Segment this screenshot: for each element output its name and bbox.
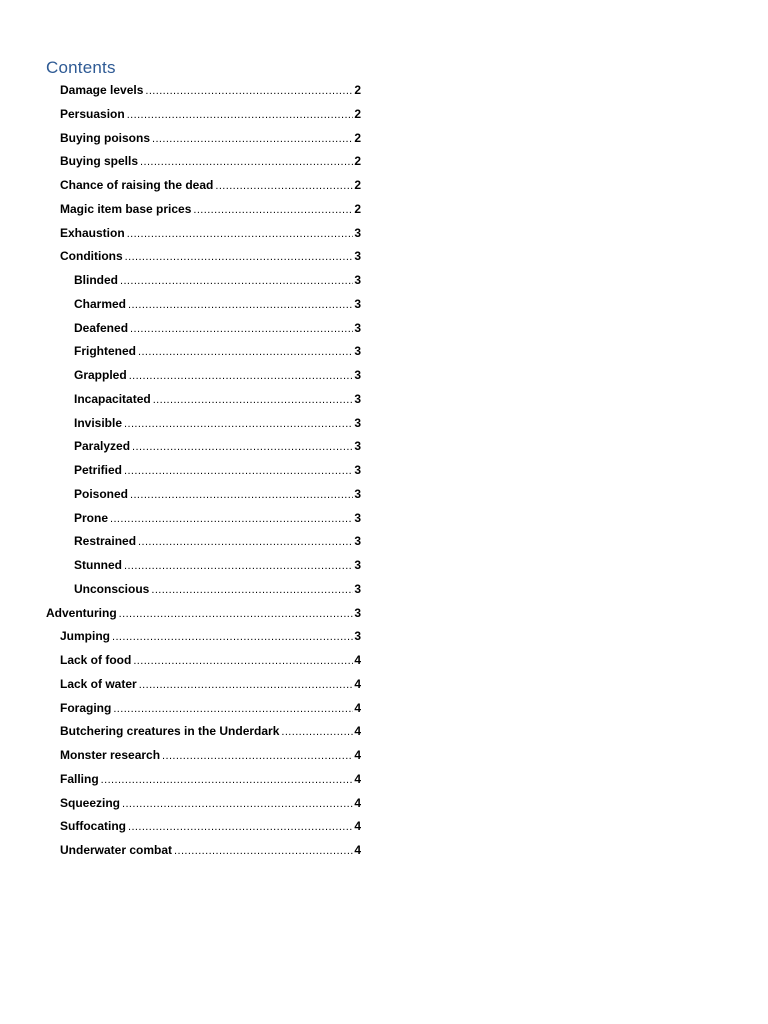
toc-leader-dots bbox=[128, 817, 353, 836]
toc-entry[interactable] bbox=[60, 769, 361, 789]
toc-entry-page-number: 4 bbox=[354, 748, 361, 762]
toc-heading: Contents bbox=[46, 58, 116, 77]
toc-entry-label: Blinded bbox=[74, 273, 118, 287]
toc-entry-label: Charmed bbox=[74, 296, 127, 311]
toc-entry[interactable] bbox=[60, 175, 361, 195]
toc-entry-label: Damage levels bbox=[60, 83, 144, 97]
toc-entry[interactable] bbox=[74, 365, 361, 385]
toc-entry[interactable] bbox=[74, 318, 361, 338]
toc-entry-label: Conditions bbox=[60, 249, 123, 264]
toc-entry-label: Jumping bbox=[60, 629, 110, 644]
toc-entry-page-number: 4 bbox=[354, 700, 361, 715]
toc-leader-dots bbox=[112, 627, 353, 646]
toc-entry[interactable] bbox=[60, 104, 361, 124]
toc-entry[interactable] bbox=[74, 579, 361, 599]
toc-entry-label: Suffocating bbox=[60, 819, 126, 834]
toc-entry-label: Paralyzed bbox=[74, 439, 131, 454]
toc-entry-label: Squeezing bbox=[60, 795, 121, 810]
toc-entry-label: Frightened bbox=[74, 344, 136, 359]
toc-entry-label: Stunned bbox=[74, 558, 122, 572]
toc-entry-page-number: 3 bbox=[354, 273, 361, 287]
toc-leader-dots bbox=[139, 675, 354, 694]
toc-entry-page-number: 3 bbox=[354, 415, 361, 430]
toc-entry-label: Lack of food bbox=[60, 653, 132, 667]
toc-entry-page-number: 4 bbox=[354, 819, 361, 834]
toc-entry-page-number: 3 bbox=[354, 486, 361, 501]
toc-entry-label: Underwater combat bbox=[60, 843, 173, 857]
toc-entry-label: Magic item base prices bbox=[60, 201, 192, 216]
toc-entry[interactable] bbox=[74, 508, 361, 528]
toc-entry-page-number: 2 bbox=[354, 201, 361, 216]
toc-entry-page-number: 3 bbox=[354, 391, 361, 406]
toc-entry-label: Butchering creatures in the Underdark bbox=[60, 724, 280, 739]
toc-leader-dots bbox=[127, 105, 354, 124]
toc-entry-page-number: 3 bbox=[354, 558, 361, 572]
toc-leader-dots bbox=[128, 295, 353, 314]
toc-entry-label: Adventuring bbox=[46, 605, 117, 620]
toc-leader-dots bbox=[122, 794, 353, 813]
toc-entry[interactable] bbox=[60, 80, 361, 100]
toc-entry[interactable] bbox=[46, 603, 361, 623]
toc-entry-page-number: 3 bbox=[354, 581, 361, 596]
toc-entry-label: Restrained bbox=[74, 534, 137, 549]
toc-entry-page-number: 3 bbox=[354, 296, 361, 311]
toc-entry-page-number: 3 bbox=[354, 439, 361, 454]
toc-entry-page-number: 2 bbox=[354, 106, 361, 121]
toc-entry-page-number: 3 bbox=[354, 605, 361, 620]
toc-entry-label: Buying spells bbox=[60, 154, 139, 169]
toc-entry[interactable] bbox=[60, 223, 361, 243]
toc-entry-page-number: 3 bbox=[354, 320, 361, 335]
toc-leader-dots bbox=[125, 247, 354, 266]
toc-entry-label: Chance of raising the dead bbox=[60, 178, 214, 192]
toc-entry-page-number: 4 bbox=[354, 795, 361, 810]
toc-leader-dots bbox=[151, 580, 353, 599]
toc-leader-dots bbox=[101, 770, 354, 789]
toc-entry[interactable] bbox=[60, 128, 361, 148]
toc-leader-dots bbox=[130, 485, 353, 504]
toc-entry-page-number: 3 bbox=[354, 249, 361, 264]
toc-entry-label: Lack of water bbox=[60, 676, 137, 691]
toc-entry[interactable] bbox=[60, 674, 361, 694]
toc-entry-label: Petrified bbox=[74, 463, 123, 477]
toc-entry-page-number: 4 bbox=[354, 843, 361, 857]
toc-entry[interactable] bbox=[74, 294, 361, 314]
toc-entry[interactable] bbox=[74, 270, 361, 290]
toc-entry-label: Grappled bbox=[74, 368, 127, 382]
toc-entry-label: Deafened bbox=[74, 320, 129, 335]
toc-entry-page-number: 2 bbox=[354, 130, 361, 145]
toc-entry-page-number: 3 bbox=[354, 225, 361, 240]
toc-leader-dots bbox=[193, 200, 353, 219]
toc-entry[interactable] bbox=[74, 413, 361, 433]
toc-entry[interactable] bbox=[60, 816, 361, 836]
toc-leader-dots bbox=[138, 342, 353, 361]
toc-leader-dots bbox=[174, 841, 353, 860]
toc-leader-dots bbox=[124, 461, 353, 480]
toc-entry-page-number: 4 bbox=[354, 676, 361, 691]
toc-entry[interactable] bbox=[60, 650, 361, 670]
toc-leader-dots bbox=[215, 176, 353, 195]
toc-entry[interactable] bbox=[74, 460, 361, 480]
toc-entry-page-number: 3 bbox=[354, 368, 361, 382]
toc-entry[interactable] bbox=[74, 555, 361, 575]
toc-entry[interactable] bbox=[74, 341, 361, 361]
toc-entry-page-number: 2 bbox=[354, 154, 361, 169]
toc-entry[interactable] bbox=[60, 199, 361, 219]
toc-leader-dots bbox=[153, 390, 354, 409]
toc-leader-dots bbox=[133, 651, 353, 670]
toc-leader-dots bbox=[130, 319, 353, 338]
toc-entry[interactable] bbox=[74, 531, 361, 551]
toc-entry-label: Poisoned bbox=[74, 486, 129, 501]
toc-entry-label: Exhaustion bbox=[60, 225, 125, 240]
toc-entry-label: Falling bbox=[60, 771, 99, 786]
toc-leader-dots bbox=[152, 129, 353, 148]
toc-leader-dots bbox=[124, 556, 353, 575]
toc-leader-dots bbox=[124, 414, 353, 433]
toc-leader-dots bbox=[145, 81, 353, 100]
toc-entry-page-number: 2 bbox=[354, 83, 361, 97]
toc-entry-page-number: 3 bbox=[354, 344, 361, 359]
toc-entry-label: Monster research bbox=[60, 748, 161, 762]
toc-leader-dots bbox=[129, 366, 354, 385]
toc-entry[interactable] bbox=[74, 484, 361, 504]
toc-entry-page-number: 3 bbox=[354, 510, 361, 525]
toc-leader-dots bbox=[119, 604, 354, 623]
toc-leader-dots bbox=[110, 509, 353, 528]
toc-entry[interactable] bbox=[60, 793, 361, 813]
toc-entry-label: Buying poisons bbox=[60, 130, 150, 145]
toc-entry-label: Foraging bbox=[60, 700, 112, 715]
toc-entry[interactable] bbox=[60, 745, 361, 765]
toc-leader-dots bbox=[138, 532, 353, 551]
toc-entry[interactable] bbox=[60, 151, 361, 171]
toc-entry-page-number: 4 bbox=[354, 653, 361, 667]
toc-entry-page-number: 3 bbox=[354, 629, 361, 644]
toc-entry[interactable] bbox=[60, 626, 361, 646]
toc-entry[interactable] bbox=[60, 246, 361, 266]
toc-leader-dots bbox=[132, 437, 353, 456]
toc-entry[interactable] bbox=[60, 721, 361, 741]
toc-entry-label: Prone bbox=[74, 510, 109, 525]
toc-entry[interactable] bbox=[60, 698, 361, 718]
toc-entry-label: Invisible bbox=[74, 415, 123, 430]
toc-leader-dots bbox=[120, 271, 353, 290]
toc-entry-page-number: 4 bbox=[354, 771, 361, 786]
toc-entry-label: Unconscious bbox=[74, 581, 150, 596]
toc-entry-page-number: 3 bbox=[354, 534, 361, 549]
toc-leader-dots bbox=[162, 746, 353, 765]
toc-leader-dots bbox=[113, 699, 353, 718]
toc-entry[interactable] bbox=[60, 840, 361, 860]
toc-entry-page-number: 4 bbox=[354, 724, 361, 739]
toc-entry[interactable] bbox=[74, 389, 361, 409]
toc-leader-dots bbox=[127, 224, 354, 243]
toc-entry-label: Persuasion bbox=[60, 106, 125, 121]
toc-entry-page-number: 2 bbox=[354, 178, 361, 192]
toc-leader-dots bbox=[140, 152, 353, 171]
toc-entry-page-number: 3 bbox=[354, 463, 361, 477]
toc-entry-label: Incapacitated bbox=[74, 391, 151, 406]
toc-entry[interactable] bbox=[74, 436, 361, 456]
toc-leader-dots bbox=[281, 722, 353, 741]
